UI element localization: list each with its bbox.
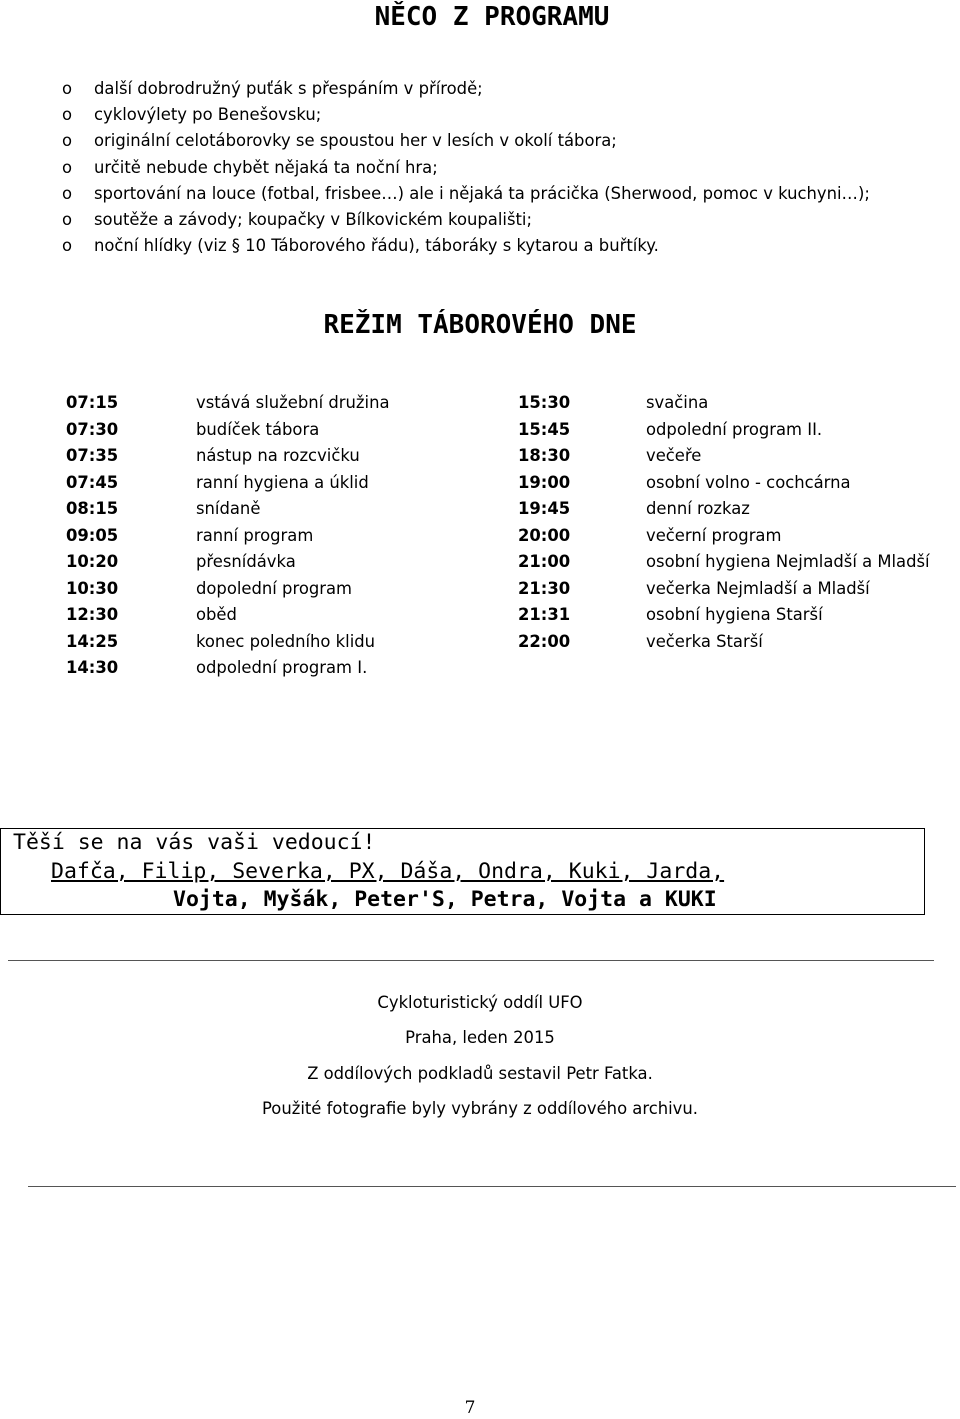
photo-credit: Použité fotografie byly vybrány z oddílového archivu.: [262, 1099, 698, 1118]
schedule-time: 21:30: [518, 578, 571, 598]
schedule-activity: osobní volno - cochcárna: [646, 472, 851, 492]
schedule-time: 07:30: [66, 419, 119, 439]
schedule-activity: osobní hygiena Starší: [646, 605, 823, 624]
schedule-activity: konec poledního klidu: [196, 631, 376, 651]
schedule-time: 07:15: [66, 393, 119, 412]
bullet-marker: o: [62, 236, 73, 256]
schedule-activity: večeře: [646, 446, 702, 465]
schedule-time: 10:20: [66, 552, 119, 571]
program-bullet-list: [0, 76, 960, 259]
list-item: o další dobrodružný puťák s přespáním v přírodě;: [0, 76, 960, 102]
schedule-activity: oběd: [196, 605, 237, 624]
schedule-time: 10:30: [66, 578, 119, 598]
schedule-time: 18:30: [518, 446, 571, 465]
schedule-activity: osobní hygiena Nejmladší a Mladší: [646, 552, 930, 571]
schedule-activity: ranní program: [196, 525, 314, 545]
schedule-time: 19:00: [518, 472, 571, 492]
compiled-by: Z oddílových podkladů sestavil Petr Fatka.: [307, 1064, 653, 1083]
list-item: o sportování na louce (fotbal, frisbee…) ale i nějaká ta prácička (Sherwood, pomoc v kuchyni…);: [0, 181, 960, 207]
bullet-marker: o: [62, 105, 73, 125]
leaders-box: [0, 828, 925, 915]
schedule-time: 14:25: [66, 631, 119, 651]
schedule-activity: večerka Nejmladší a Mladší: [646, 578, 870, 598]
bullet-marker: o: [62, 157, 73, 177]
schedule-activity: nástup na rozcvičku: [196, 446, 360, 465]
schedule-activity: vstává služební družina: [196, 393, 390, 412]
leaders-names-line-2: Vojta, Myšák, Peter'S, Petra, Vojta a KUKI: [173, 887, 717, 912]
schedule-time: 14:30: [66, 658, 119, 677]
schedule-activity: dopolední program: [196, 578, 353, 598]
schedule-activity: večerní program: [646, 525, 782, 545]
list-item: o soutěže a závody; koupačky v Bílkovickém koupališti;: [0, 207, 960, 233]
list-item: o cyklovýlety po Benešovsku;: [0, 102, 960, 128]
schedule-activity: svačina: [646, 393, 709, 412]
schedule-time: 07:45: [66, 472, 119, 492]
schedule-activity: večerka Starší: [646, 631, 763, 651]
schedule-time: 20:00: [518, 525, 571, 545]
schedule-activity: budíček tábora: [196, 419, 320, 439]
schedule-activity: ranní hygiena a úklid: [196, 472, 369, 492]
list-item: o určitě nebude chybět nějaká ta noční hra;: [0, 155, 960, 181]
schedule-time: 09:05: [66, 525, 119, 545]
page-number: 7: [464, 1398, 476, 1418]
bullet-marker: o: [62, 131, 73, 151]
schedule-time: 08:15: [66, 499, 119, 518]
schedule-activity: odpolední program II.: [646, 419, 823, 439]
list-item: o originální celotáborovky se spoustou her v lesích v okolí tábora;: [0, 128, 960, 154]
schedule-activity: přesnídávka: [196, 552, 296, 571]
bullet-marker: o: [62, 79, 73, 98]
bullet-marker: o: [62, 183, 73, 203]
schedule-title: REŽIM TÁBOROVÉHO DNE: [323, 310, 637, 340]
schedule-time: 21:00: [518, 552, 571, 571]
schedule-activity: odpolední program I.: [196, 658, 368, 677]
club-name: Cykloturistický oddíl UFO: [377, 993, 583, 1012]
leaders-names-line-1: Dafča, Filip, Severka, PX, Dáša, Ondra, Kuki, Jarda,: [51, 859, 725, 884]
leaders-greeting: Těší se na vás vaši vedoucí!: [13, 830, 376, 855]
schedule-time: 07:35: [66, 446, 119, 465]
publication-date: Praha, leden 2015: [405, 1028, 555, 1047]
list-item: o noční hlídky (viz § 10 Táborového řádu), táboráky s kytarou a buřtíky.: [0, 233, 960, 259]
page-title: NĚCO Z PROGRAMU: [374, 2, 610, 32]
schedule-time: 21:31: [518, 605, 571, 624]
schedule-time: 19:45: [518, 499, 571, 518]
schedule-activity: denní rozkaz: [646, 499, 750, 518]
bullet-marker: o: [62, 209, 73, 229]
schedule-time: 12:30: [66, 605, 119, 624]
divider-top: [8, 960, 934, 961]
schedule-activity: snídaně: [196, 499, 261, 518]
schedule-time: 22:00: [518, 631, 571, 651]
schedule-time: 15:30: [518, 393, 571, 412]
divider-bottom: [28, 1186, 956, 1187]
schedule-time: 15:45: [518, 419, 571, 439]
